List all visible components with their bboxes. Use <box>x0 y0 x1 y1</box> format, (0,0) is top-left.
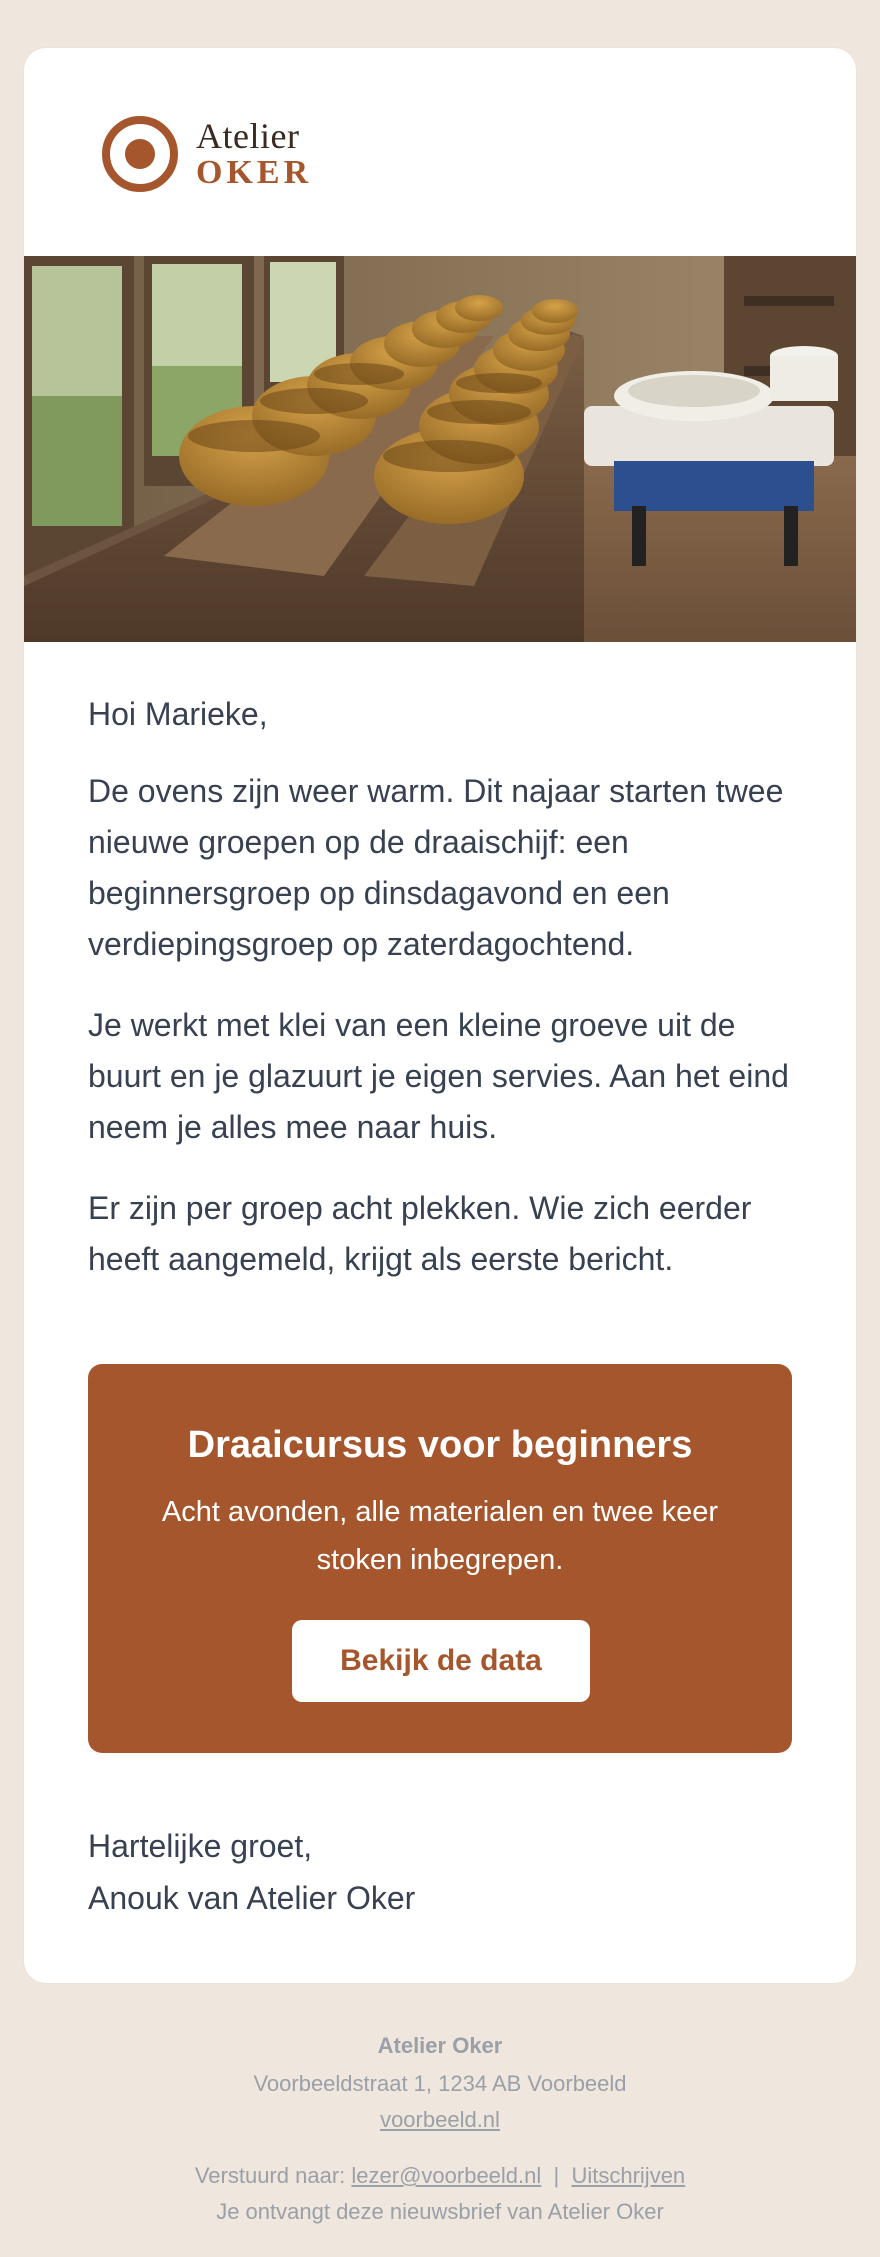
greeting: Hoi Marieke, <box>88 696 268 732</box>
footer-address: Voorbeeldstraat 1, 1234 AB Voorbeeld <box>253 2071 627 2096</box>
sent-to-label: Verstuurd naar: <box>194 2163 346 2188</box>
footer-separator: | <box>553 2163 560 2188</box>
recipient-email-link[interactable]: lezer@voorbeeld.nl <box>351 2163 542 2188</box>
footer <box>0 2026 880 2230</box>
closing <box>88 1820 415 1924</box>
footer-recipient-line <box>0 2158 880 2194</box>
paragraph-2: Je werkt met klei van een kleine groeve uit de buurt en je glazuurt je eigen servies. Aan het eind neem je alles mee naar huis. <box>88 1007 789 1145</box>
logo-circle-icon <box>101 115 179 193</box>
footer-note: Je ontvangt deze nieuwsbrief van Atelier Oker <box>216 2199 664 2224</box>
hero-illustration <box>24 256 856 642</box>
view-dates-button[interactable]: Bekijk de data <box>292 1620 590 1702</box>
paragraph-3: Er zijn per groep acht plekken. Wie zich eerder heeft aangemeld, krijgt als eerste bericht. <box>88 1190 752 1277</box>
brand-name-line2: OKER <box>196 154 313 191</box>
callout-text: Acht avonden, alle materialen en twee keer stoken inbegrepen. <box>161 1496 719 1576</box>
closing-greeting: Hartelijke groet, <box>88 1828 313 1864</box>
hero-image <box>24 256 856 642</box>
footer-company-name: Atelier Oker <box>377 2033 503 2058</box>
unsubscribe-link[interactable]: Uitschrijven <box>571 2163 686 2188</box>
course-callout <box>88 1364 792 1753</box>
footer-website-link[interactable]: voorbeeld.nl <box>380 2107 500 2132</box>
brand-name-line1: Atelier <box>196 116 300 156</box>
paragraph-1: De ovens zijn weer warm. Dit najaar starten twee nieuwe groepen op de draaischijf: een beginnersgroep op dinsdagavond en een verdiepingsgroep op zaterdagochtend. <box>88 773 784 962</box>
callout-title: Draaicursus voor beginners <box>187 1424 693 1466</box>
brand-logo[interactable] <box>101 112 312 196</box>
email-card <box>24 48 856 1983</box>
email-body <box>88 688 798 1315</box>
closing-signature: Anouk van Atelier Oker <box>88 1880 416 1916</box>
